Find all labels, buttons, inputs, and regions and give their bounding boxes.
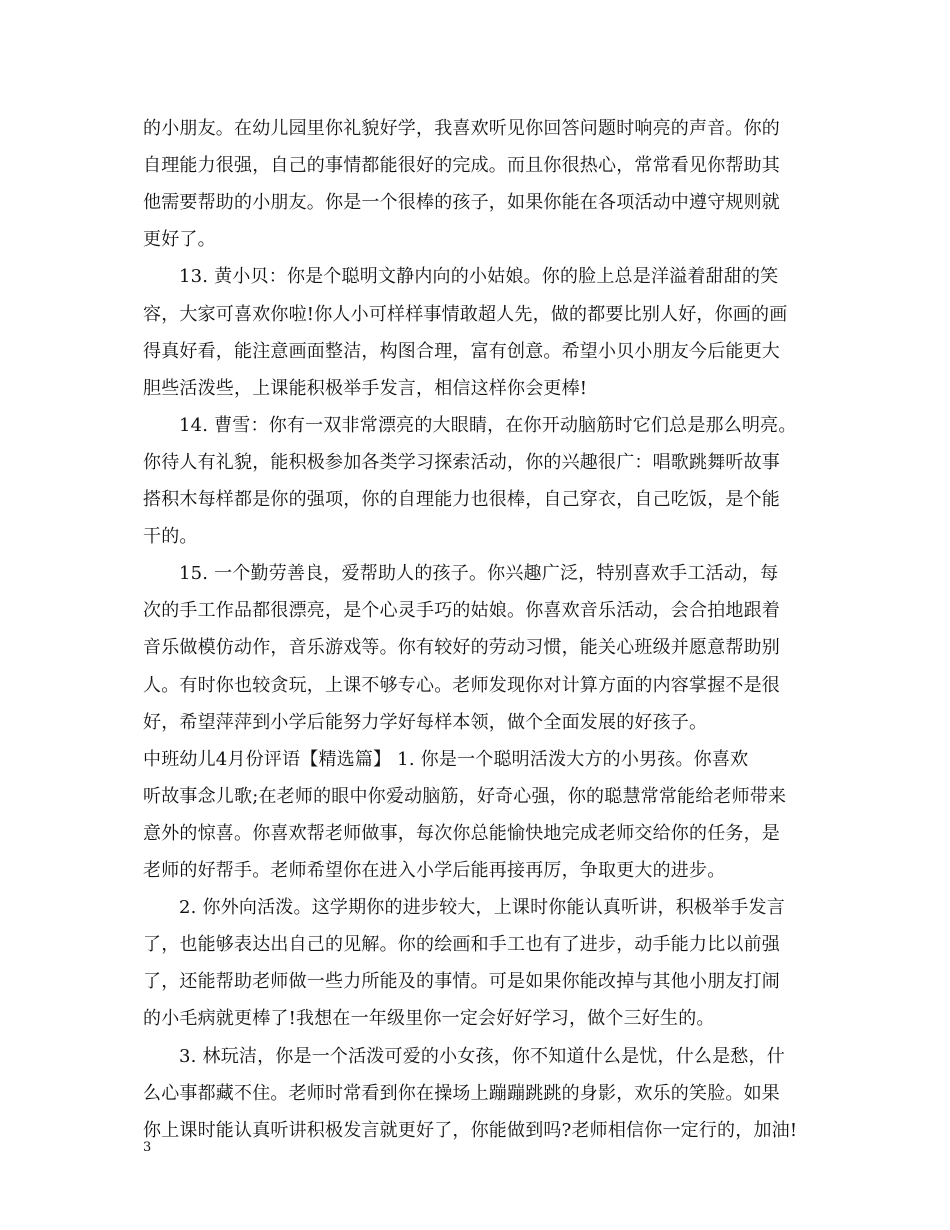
text-line: 好，希望萍萍到小学后能努力学好每样本领，做个全面发展的好孩子。 (143, 712, 708, 733)
text-line: 搭积木每样都是你的强项，你的自理能力也很棒，自己穿衣，自己吃饭，是个能 (143, 489, 780, 510)
text-line: 老师的好帮手。老师希望你在进入小学后能再接再厉，争取更大的进步。 (143, 860, 726, 881)
text-line: 14. 曹雪：你有一双非常漂亮的大眼睛，在你开动脑筋时它们总是那么明亮。 (179, 415, 797, 436)
text-line: 了，也能够表达出自己的见解。你的绘画和手工也有了进步，动手能力比以前强 (143, 934, 780, 955)
text-line: 么心事都藏不住。老师时常看到你在操场上蹦蹦跳跳的身影，欢乐的笑脸。如果 (143, 1083, 780, 1104)
text-line: 3. 林玩洁，你是一个活泼可爱的小女孩，你不知道什么是忧，什么是愁，什 (179, 1046, 785, 1067)
text-line: 音乐做模仿动作，音乐游戏等。你有较好的劳动习惯，能关心班级并愿意帮助别 (143, 637, 780, 658)
text-line: 自理能力很强，自己的事情都能很好的完成。而且你很热心，常常看见你帮助其 (143, 155, 780, 176)
text-line: 更好了。 (143, 229, 216, 250)
text-line: 得真好看，能注意画面整洁，构图合理，富有创意。希望小贝小朋友今后能更大 (143, 341, 780, 362)
text-line: 人。有时你也较贪玩，上课不够专心。老师发现你对计算方面的内容掌握不是很 (143, 675, 780, 696)
text-line: 的小朋友。在幼儿园里你礼貌好学，我喜欢听见你回答问题时响亮的声音。你的 (143, 118, 780, 139)
text-line: 15. 一个勤劳善良，爱帮助人的孩子。你兴趣广泛，特别喜欢手工活动，每 (179, 563, 779, 584)
text-line: 听故事念儿歌;在老师的眼中你爱动脑筋，好奇心强，你的聪慧常常能给老师带来 (143, 786, 787, 807)
text-line: 干的。 (143, 526, 198, 547)
text-line: 意外的惊喜。你喜欢帮老师做事，每次你总能愉快地完成老师交给你的任务，是 (143, 823, 780, 844)
text-line: 了，还能帮助老师做一些力所能及的事情。可是如果你能改掉与其他小朋友打闹 (143, 971, 780, 992)
section-heading-line: 中班幼儿4月份评语【精选篇】 1. 你是一个聪明活泼大方的小男孩。你喜欢 (143, 749, 749, 770)
text-line: 你上课时能认真听讲积极发言就更好了，你能做到吗?老师相信你一定行的，加油! (143, 1120, 798, 1141)
text-line: 13. 黄小贝：你是个聪明文静内向的小姑娘。你的脸上总是洋溢着甜甜的笑 (179, 266, 779, 287)
text-line: 你待人有礼貌，能积极参加各类学习探索活动，你的兴趣很广：唱歌跳舞听故事 (143, 452, 780, 473)
text-line: 胆些活泼些，上课能积极举手发言，相信这样你会更棒! (143, 378, 588, 399)
text-line: 2. 你外向活泼。这学期你的进步较大，上课时你能认真听讲，积极举手发言 (179, 897, 785, 918)
text-line: 他需要帮助的小朋友。你是一个很棒的孩子，如果你能在各项活动中遵守规则就 (143, 192, 780, 213)
page-number: 3 (143, 1140, 152, 1155)
text-line: 容，大家可喜欢你啦!你人小可样样事情敢超人先，做的都要比别人好，你画的画 (143, 304, 788, 325)
text-line: 的小毛病就更棒了!我想在一年级里你一定会好好学习，做个三好生的。 (143, 1008, 715, 1029)
text-line: 次的手工作品都很漂亮，是个心灵手巧的姑娘。你喜欢音乐活动，会合拍地跟着 (143, 600, 780, 621)
